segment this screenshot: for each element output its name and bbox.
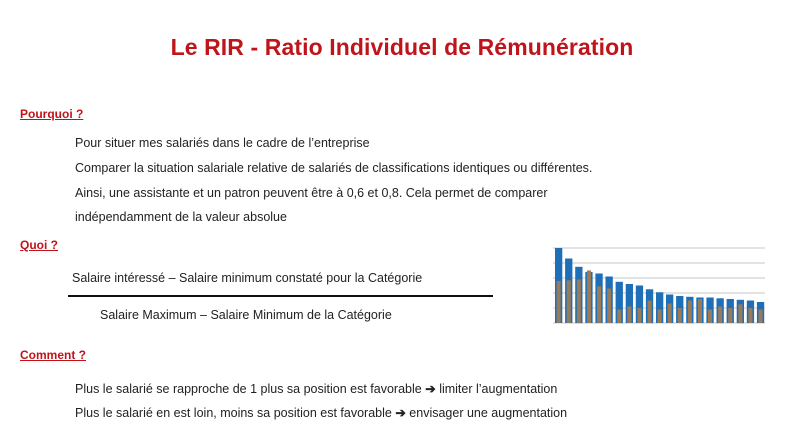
chart-bar-series2	[587, 271, 591, 324]
chart-bar-series2	[748, 308, 752, 323]
section-heading-comment: Comment ?	[20, 348, 86, 362]
chart-bar-series2	[627, 307, 631, 324]
page-title: Le RIR - Ratio Individuel de Rémunération	[170, 34, 634, 60]
chart-bar-series2	[577, 280, 581, 324]
chart-bar-series2	[759, 310, 763, 324]
chart-bar-series2	[728, 308, 732, 323]
right-arrow-icon: ➔	[425, 382, 436, 396]
chart-bar-series2	[617, 310, 621, 324]
comment-line	[75, 381, 557, 396]
comment-line	[75, 405, 567, 420]
formula-numerator: Salaire intéressé – Salaire minimum constaté pour la Catégorie	[72, 271, 423, 285]
section-heading-pourquoi: Pourquoi ?	[20, 107, 84, 121]
chart-bar-series2	[557, 281, 561, 323]
chart-bar-series2	[567, 280, 571, 323]
chart-gridline	[553, 247, 765, 249]
chart-bar-series2	[648, 301, 652, 324]
right-arrow-icon: ➔	[395, 406, 406, 420]
formula-fraction-bar	[68, 295, 493, 297]
chart-bar-series2	[738, 304, 742, 323]
formula-denominator: Salaire Maximum – Salaire Minimum de la Catégorie	[100, 308, 392, 322]
chart-gridline	[553, 277, 765, 279]
chart-bar-series2	[718, 307, 722, 324]
mini-bar-chart	[553, 246, 765, 326]
chart-bar-series2	[688, 301, 692, 324]
chart-bar-series2	[708, 310, 712, 324]
chart-bar-series2	[597, 286, 601, 323]
chart-bar-series2	[678, 308, 682, 323]
comment-result: envisager une augmentation	[409, 406, 568, 420]
chart-bar-series2	[637, 308, 641, 323]
section-heading-quoi: Quoi ?	[20, 238, 58, 252]
chart-bar-series2	[668, 304, 672, 324]
pourquoi-line: indépendamment de la valeur absolue	[75, 210, 287, 224]
comment-result: limiter l’augmentation	[439, 382, 558, 396]
chart-bar-series2	[658, 310, 662, 324]
pourquoi-line: Pour situer mes salariés dans le cadre de l’entreprise	[75, 136, 370, 150]
comment-text: Plus le salarié se rapproche de 1 plus sa position est favorable	[75, 382, 422, 396]
pourquoi-line: Comparer la situation salariale relative de salariés de classifications identiques ou différentes.	[75, 161, 593, 175]
comment-text: Plus le salarié en est loin, moins sa position est favorable	[75, 406, 392, 420]
pourquoi-line: Ainsi, une assistante et un patron peuvent être à 0,6 et 0,8. Cela permet de comparer	[75, 186, 548, 200]
chart-gridline	[553, 262, 765, 264]
chart-bar-series2	[698, 299, 702, 323]
chart-bar-series2	[607, 289, 611, 324]
